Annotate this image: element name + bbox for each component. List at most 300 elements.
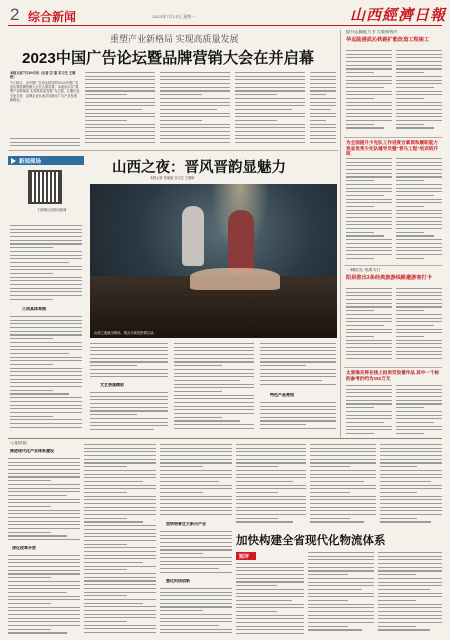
text-line bbox=[346, 306, 392, 307]
text-line bbox=[85, 90, 155, 91]
text-line bbox=[396, 210, 442, 211]
bottom-column-1b bbox=[8, 555, 80, 637]
commentary-column-1 bbox=[236, 563, 304, 637]
text-line bbox=[308, 563, 374, 564]
text-line bbox=[310, 514, 376, 515]
text-line bbox=[346, 184, 392, 185]
text-line bbox=[396, 217, 442, 218]
text-line bbox=[378, 570, 442, 571]
text-line bbox=[174, 417, 222, 418]
text-line bbox=[310, 503, 376, 504]
text-line bbox=[346, 50, 392, 51]
text-line bbox=[396, 199, 442, 200]
text-line bbox=[396, 83, 442, 84]
text-line bbox=[160, 90, 230, 91]
text-line bbox=[236, 481, 293, 482]
text-line bbox=[396, 80, 442, 81]
text-line bbox=[10, 368, 82, 369]
text-line bbox=[8, 506, 51, 507]
text-line bbox=[160, 546, 232, 547]
text-line bbox=[310, 481, 364, 482]
text-line bbox=[310, 507, 376, 508]
text-line bbox=[236, 499, 306, 500]
text-line bbox=[346, 54, 392, 55]
text-line bbox=[236, 607, 304, 608]
bottom-head-mid-a: 加快培育壮大新兴产业 bbox=[166, 522, 206, 526]
rail-divider bbox=[344, 367, 442, 368]
text-line bbox=[174, 395, 254, 396]
text-line bbox=[10, 258, 82, 259]
text-line bbox=[10, 240, 82, 241]
text-line bbox=[396, 295, 442, 296]
text-line bbox=[308, 585, 374, 586]
text-line bbox=[346, 199, 392, 200]
text-line bbox=[378, 600, 416, 601]
text-line bbox=[310, 459, 376, 460]
text-line bbox=[8, 499, 80, 500]
text-line bbox=[396, 173, 442, 174]
text-line bbox=[308, 604, 374, 605]
text-line bbox=[378, 622, 442, 623]
text-line bbox=[236, 622, 304, 623]
text-line bbox=[346, 87, 384, 88]
rail-s3-column-a bbox=[346, 288, 392, 364]
text-line bbox=[346, 210, 392, 211]
text-line bbox=[160, 448, 232, 449]
text-line bbox=[160, 481, 219, 482]
text-line bbox=[235, 83, 305, 84]
text-line bbox=[84, 510, 156, 511]
text-line bbox=[85, 142, 155, 143]
text-line bbox=[346, 57, 392, 58]
text-line bbox=[396, 105, 442, 106]
text-line bbox=[346, 102, 392, 103]
text-line bbox=[160, 561, 232, 562]
text-line bbox=[8, 577, 51, 578]
text-line bbox=[260, 343, 336, 344]
text-line bbox=[90, 361, 168, 362]
text-line bbox=[236, 615, 304, 616]
text-line bbox=[236, 459, 306, 460]
text-line bbox=[10, 280, 82, 281]
text-line bbox=[380, 455, 442, 456]
text-line bbox=[236, 600, 292, 601]
text-line bbox=[10, 288, 82, 289]
text-line bbox=[396, 109, 442, 110]
text-line bbox=[236, 593, 304, 594]
text-line bbox=[85, 79, 155, 80]
text-line bbox=[84, 610, 156, 611]
text-line bbox=[346, 258, 374, 259]
rail-divider bbox=[344, 265, 442, 266]
text-line bbox=[396, 343, 442, 344]
text-line bbox=[346, 180, 374, 181]
text-line bbox=[310, 127, 336, 128]
lead-kicker: 重塑产业新格局 实现高质量发展 bbox=[110, 34, 239, 44]
text-line bbox=[10, 382, 82, 383]
bottom-column-2 bbox=[84, 444, 156, 637]
commentary-column-2 bbox=[308, 552, 374, 637]
text-line bbox=[90, 418, 168, 419]
text-line bbox=[160, 131, 230, 132]
text-line bbox=[346, 235, 384, 236]
text-line bbox=[174, 387, 254, 388]
bottom-column-4 bbox=[236, 444, 306, 526]
text-line bbox=[346, 418, 392, 419]
text-line bbox=[346, 228, 392, 229]
text-line bbox=[396, 102, 442, 103]
text-line bbox=[235, 109, 292, 110]
text-line bbox=[260, 409, 336, 410]
text-line bbox=[10, 416, 53, 417]
text-line bbox=[10, 338, 53, 339]
text-line bbox=[10, 405, 82, 406]
rail-s4-column-b bbox=[396, 385, 442, 437]
text-line bbox=[346, 389, 392, 390]
text-line bbox=[260, 406, 336, 407]
text-line bbox=[396, 258, 424, 259]
text-line bbox=[310, 444, 376, 445]
text-line bbox=[380, 474, 442, 475]
performer-figure bbox=[228, 210, 254, 274]
text-line bbox=[346, 310, 374, 311]
text-line bbox=[160, 459, 232, 460]
text-line bbox=[174, 402, 254, 403]
text-line bbox=[160, 542, 232, 543]
text-line bbox=[396, 213, 442, 214]
text-line bbox=[84, 514, 156, 515]
text-line bbox=[346, 396, 392, 397]
text-line bbox=[10, 291, 82, 292]
text-line bbox=[160, 124, 230, 125]
rail-s2-column-b bbox=[396, 158, 442, 262]
text-line bbox=[85, 83, 155, 84]
text-line bbox=[396, 91, 442, 92]
text-line bbox=[160, 116, 230, 117]
text-line bbox=[8, 607, 80, 608]
text-line bbox=[380, 451, 442, 452]
feature-headline: 山西之夜：晋风晋韵显魅力 bbox=[112, 159, 286, 176]
text-line bbox=[346, 392, 392, 393]
text-line bbox=[10, 408, 82, 409]
text-line bbox=[84, 488, 156, 489]
text-line bbox=[160, 83, 230, 84]
text-line bbox=[346, 422, 384, 423]
text-line bbox=[346, 336, 374, 337]
text-line bbox=[8, 562, 80, 563]
text-line bbox=[90, 376, 168, 377]
text-line bbox=[396, 124, 424, 125]
text-line bbox=[396, 202, 442, 203]
text-line bbox=[346, 91, 392, 92]
text-line bbox=[174, 358, 254, 359]
text-line bbox=[174, 347, 254, 348]
text-line bbox=[260, 354, 336, 355]
text-line bbox=[8, 476, 80, 477]
text-line bbox=[308, 618, 374, 619]
text-line bbox=[235, 120, 277, 121]
lead-headline: 2023中国广告论坛暨品牌营销大会在并启幕 bbox=[22, 50, 314, 67]
text-line bbox=[346, 217, 392, 218]
video-box bbox=[8, 156, 84, 220]
text-line bbox=[396, 389, 442, 390]
text-line bbox=[84, 525, 156, 526]
text-line bbox=[396, 228, 442, 229]
text-line bbox=[174, 373, 254, 374]
text-line bbox=[346, 429, 392, 430]
text-line bbox=[310, 518, 350, 519]
text-line bbox=[174, 384, 254, 385]
text-line bbox=[85, 94, 127, 95]
text-line bbox=[160, 79, 230, 80]
text-line bbox=[90, 425, 168, 426]
text-line bbox=[10, 299, 53, 300]
bottom-banner-headline: 加快构建全省现代化物流体系 bbox=[236, 535, 386, 547]
text-line bbox=[346, 176, 392, 177]
text-line bbox=[396, 239, 442, 240]
rail-s3-headline: 阳泉推出3条经典旅游线路邀游客打卡 bbox=[346, 275, 432, 281]
feature-column-1b bbox=[90, 392, 168, 434]
text-line bbox=[84, 555, 156, 556]
text-line bbox=[396, 113, 442, 114]
text-line bbox=[85, 87, 155, 88]
text-line bbox=[10, 269, 82, 270]
text-line bbox=[396, 94, 442, 95]
text-line bbox=[160, 614, 232, 615]
text-line bbox=[396, 116, 442, 117]
section-divider bbox=[8, 438, 442, 439]
text-line bbox=[346, 239, 392, 240]
text-line bbox=[8, 465, 80, 466]
text-line bbox=[346, 254, 392, 255]
text-line bbox=[310, 142, 336, 143]
text-line bbox=[160, 466, 203, 467]
lead-column-5 bbox=[310, 72, 336, 148]
text-line bbox=[346, 195, 384, 196]
text-line bbox=[10, 251, 82, 252]
text-line bbox=[380, 514, 442, 515]
text-line bbox=[235, 72, 305, 73]
text-line bbox=[380, 481, 431, 482]
text-line bbox=[236, 581, 304, 582]
text-line bbox=[84, 521, 143, 522]
text-line bbox=[396, 61, 442, 62]
text-line bbox=[235, 76, 305, 77]
text-line bbox=[346, 295, 392, 296]
text-line bbox=[160, 496, 232, 497]
rail-s4-column-a bbox=[346, 385, 392, 437]
text-line bbox=[396, 303, 442, 304]
text-line bbox=[160, 507, 232, 508]
text-line bbox=[346, 385, 392, 386]
text-line bbox=[396, 243, 442, 244]
video-side-column-2 bbox=[10, 316, 82, 434]
text-line bbox=[378, 615, 442, 616]
feature-column-1 bbox=[90, 343, 168, 381]
text-line bbox=[84, 621, 127, 622]
text-line bbox=[380, 496, 442, 497]
performer-figure bbox=[182, 206, 204, 266]
text-line bbox=[8, 581, 80, 582]
text-line bbox=[160, 549, 232, 550]
text-line bbox=[308, 611, 374, 612]
text-line bbox=[10, 375, 82, 376]
text-line bbox=[346, 403, 392, 404]
text-line bbox=[380, 510, 442, 511]
text-line bbox=[84, 603, 143, 604]
text-line bbox=[84, 507, 156, 508]
text-line bbox=[378, 552, 442, 553]
text-line bbox=[160, 606, 232, 607]
subhead-lead-b: 文艺表演精彩 bbox=[100, 383, 124, 387]
text-line bbox=[236, 626, 304, 627]
text-line bbox=[160, 538, 232, 539]
text-line bbox=[10, 247, 53, 248]
bottom-column-3b bbox=[160, 531, 232, 577]
text-line bbox=[235, 87, 305, 88]
text-line bbox=[160, 531, 232, 532]
text-line bbox=[310, 124, 336, 125]
text-line bbox=[8, 573, 80, 574]
text-line bbox=[10, 236, 82, 237]
text-line bbox=[396, 176, 442, 177]
text-line bbox=[396, 407, 424, 408]
text-line bbox=[84, 499, 156, 500]
text-line bbox=[380, 485, 442, 486]
text-line bbox=[84, 595, 127, 596]
text-line bbox=[346, 433, 374, 434]
text-line bbox=[84, 474, 156, 475]
text-line bbox=[85, 113, 155, 114]
text-line bbox=[84, 562, 143, 563]
text-line bbox=[346, 83, 392, 84]
text-line bbox=[8, 524, 80, 525]
text-line bbox=[236, 596, 304, 597]
text-line bbox=[84, 584, 156, 585]
text-line bbox=[84, 529, 156, 530]
text-line bbox=[396, 347, 442, 348]
text-line bbox=[308, 596, 374, 597]
text-line bbox=[396, 232, 424, 233]
text-line bbox=[160, 595, 232, 596]
text-line bbox=[236, 503, 306, 504]
text-line bbox=[10, 266, 82, 267]
rail-s1-column-a bbox=[346, 50, 392, 134]
text-line bbox=[8, 555, 80, 556]
text-line bbox=[346, 191, 392, 192]
lead-column-1 bbox=[10, 138, 80, 148]
feature-byline: 本报记者 张丽丽 实习生 王婧妍 bbox=[150, 176, 195, 180]
text-line bbox=[160, 492, 203, 493]
text-line bbox=[396, 426, 442, 427]
text-line bbox=[84, 496, 156, 497]
text-line bbox=[8, 632, 67, 633]
text-line bbox=[90, 358, 168, 359]
text-line bbox=[160, 535, 232, 536]
text-line bbox=[310, 470, 376, 471]
text-line bbox=[346, 120, 392, 121]
text-line bbox=[396, 224, 442, 225]
text-line bbox=[8, 610, 80, 611]
text-line bbox=[10, 277, 82, 278]
text-line bbox=[8, 491, 80, 492]
text-line bbox=[396, 351, 442, 352]
text-line bbox=[260, 369, 336, 370]
bottom-head-left-b: 深化改革开放 bbox=[12, 546, 36, 550]
text-line bbox=[310, 451, 376, 452]
text-line bbox=[396, 396, 442, 397]
text-line bbox=[160, 485, 232, 486]
text-line bbox=[174, 413, 254, 414]
qr-code[interactable] bbox=[28, 170, 62, 204]
text-line bbox=[90, 422, 168, 423]
section-name: 综合新闻 bbox=[28, 10, 77, 24]
text-line bbox=[160, 470, 232, 471]
rail-s2-headline: 为全面提升少先队工作进度合素质和履职能力 我省优秀少先队辅导员暨“青马工程”培训班开班 bbox=[346, 140, 438, 157]
text-line bbox=[160, 610, 203, 611]
audience-hands bbox=[190, 268, 280, 290]
text-line bbox=[346, 98, 374, 99]
text-line bbox=[396, 306, 442, 307]
text-line bbox=[310, 462, 376, 463]
text-line bbox=[346, 415, 392, 416]
video-side-column bbox=[10, 225, 82, 305]
text-line bbox=[396, 76, 442, 77]
text-line bbox=[160, 477, 232, 478]
text-line bbox=[90, 407, 168, 408]
text-line bbox=[346, 329, 392, 330]
text-line bbox=[308, 600, 348, 601]
text-line bbox=[380, 462, 442, 463]
commentary-label: 短评 bbox=[239, 554, 250, 560]
text-line bbox=[310, 521, 364, 522]
text-line bbox=[260, 365, 306, 366]
text-line bbox=[235, 98, 305, 99]
bottom-head-left-a: 推进现代化产业体系建设 bbox=[10, 449, 54, 453]
text-line bbox=[10, 353, 69, 354]
text-line bbox=[396, 195, 434, 196]
text-line bbox=[235, 124, 305, 125]
text-line bbox=[260, 350, 336, 351]
text-line bbox=[310, 492, 350, 493]
text-line bbox=[236, 448, 306, 449]
lead-column-4 bbox=[235, 72, 305, 148]
text-line bbox=[235, 138, 305, 139]
text-line bbox=[174, 354, 254, 355]
text-line bbox=[378, 604, 442, 605]
text-line bbox=[260, 424, 306, 425]
text-line bbox=[160, 72, 230, 73]
text-line bbox=[236, 589, 304, 590]
text-line bbox=[84, 533, 156, 534]
text-line bbox=[378, 607, 442, 608]
text-line bbox=[160, 503, 232, 504]
text-line bbox=[10, 357, 82, 358]
text-line bbox=[236, 474, 306, 475]
date-line: 2023年7月21日 星期一 bbox=[152, 14, 196, 19]
text-line bbox=[10, 262, 69, 263]
text-line bbox=[378, 593, 442, 594]
text-line bbox=[346, 299, 392, 300]
video-label: 新闻现场 bbox=[19, 159, 42, 165]
text-line bbox=[308, 559, 374, 560]
text-line bbox=[380, 466, 417, 467]
text-line bbox=[346, 292, 392, 293]
text-line bbox=[160, 142, 230, 143]
text-line bbox=[236, 574, 304, 575]
bottom-column-1 bbox=[8, 458, 80, 544]
text-line bbox=[160, 629, 232, 630]
